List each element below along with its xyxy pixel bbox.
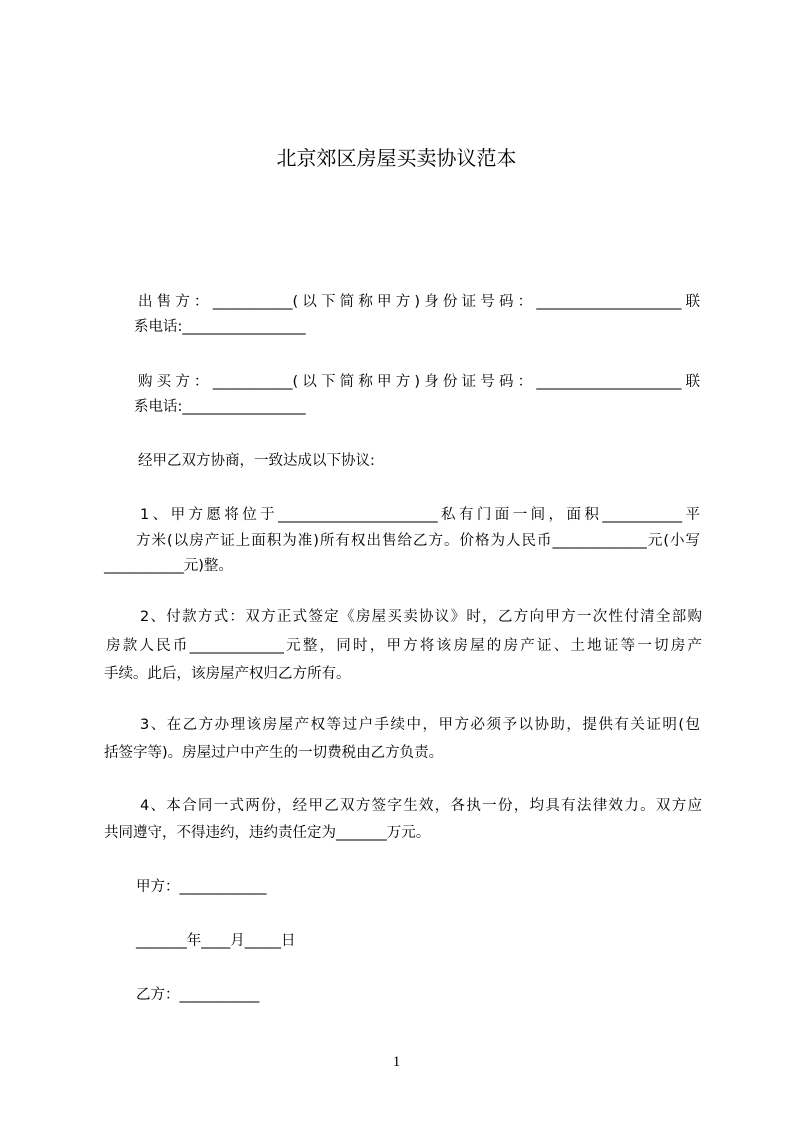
clause-3-line-2: 括签字等)。房屋过户中产生的一切费税由乙方负责。 [104, 745, 444, 761]
page-number: 1 [392, 1054, 401, 1070]
signature-date: _______年____月_____日 [136, 933, 296, 949]
clause-4-line-1: 4、本合同一式两份，经甲乙双方签字生效，各执一份，均具有法律效力。双方应 [140, 798, 702, 814]
seller-line-2: 系电话:_________________ [134, 319, 306, 335]
seller-line-1: 出售方：___________(以下简称甲方)身份证号码：____________________联 [138, 294, 700, 310]
buyer-line-2: 系电话:_________________ [134, 399, 306, 415]
intro-text: 经甲乙双方协商，一致达成以下协议: [138, 453, 375, 469]
clause-2-line-3: 手续。此后，该房屋产权归乙方所有。 [104, 666, 351, 682]
buyer-line-1: 购买方：___________(以下简称甲方)身份证号码：____________________联 [138, 374, 700, 390]
clause-2-line-1: 2、付款方式：双方正式签定《房屋买卖协议》时，乙方向甲方一次性付清全部购 [140, 609, 702, 625]
clause-4-line-2: 共同遵守，不得违约，违约责任定为_______万元。 [104, 825, 431, 841]
clause-2-line-2: 房款人民币_____________元整，同时，甲方将该房屋的房产证、土地证等一切房产 [106, 638, 702, 654]
party-b-signature: 乙方：___________ [136, 987, 260, 1003]
clause-1-line-2: 方米(以房产证上面积为准)所有权出售给乙方。价格为人民币_____________元(小写 [136, 533, 700, 549]
clause-1-line-1: 1、甲方愿将位于______________________私有门面一间，面积___________平 [140, 507, 700, 523]
document-title: 北京郊区房屋买卖协议范本 [276, 146, 517, 170]
clause-1-line-3: ___________元)整。 [104, 558, 233, 574]
party-a-signature: 甲方：____________ [136, 879, 267, 895]
clause-3-line-1: 3、在乙方办理该房屋产权等过户手续中，甲方必须予以协助，提供有关证明(包 [140, 717, 700, 733]
